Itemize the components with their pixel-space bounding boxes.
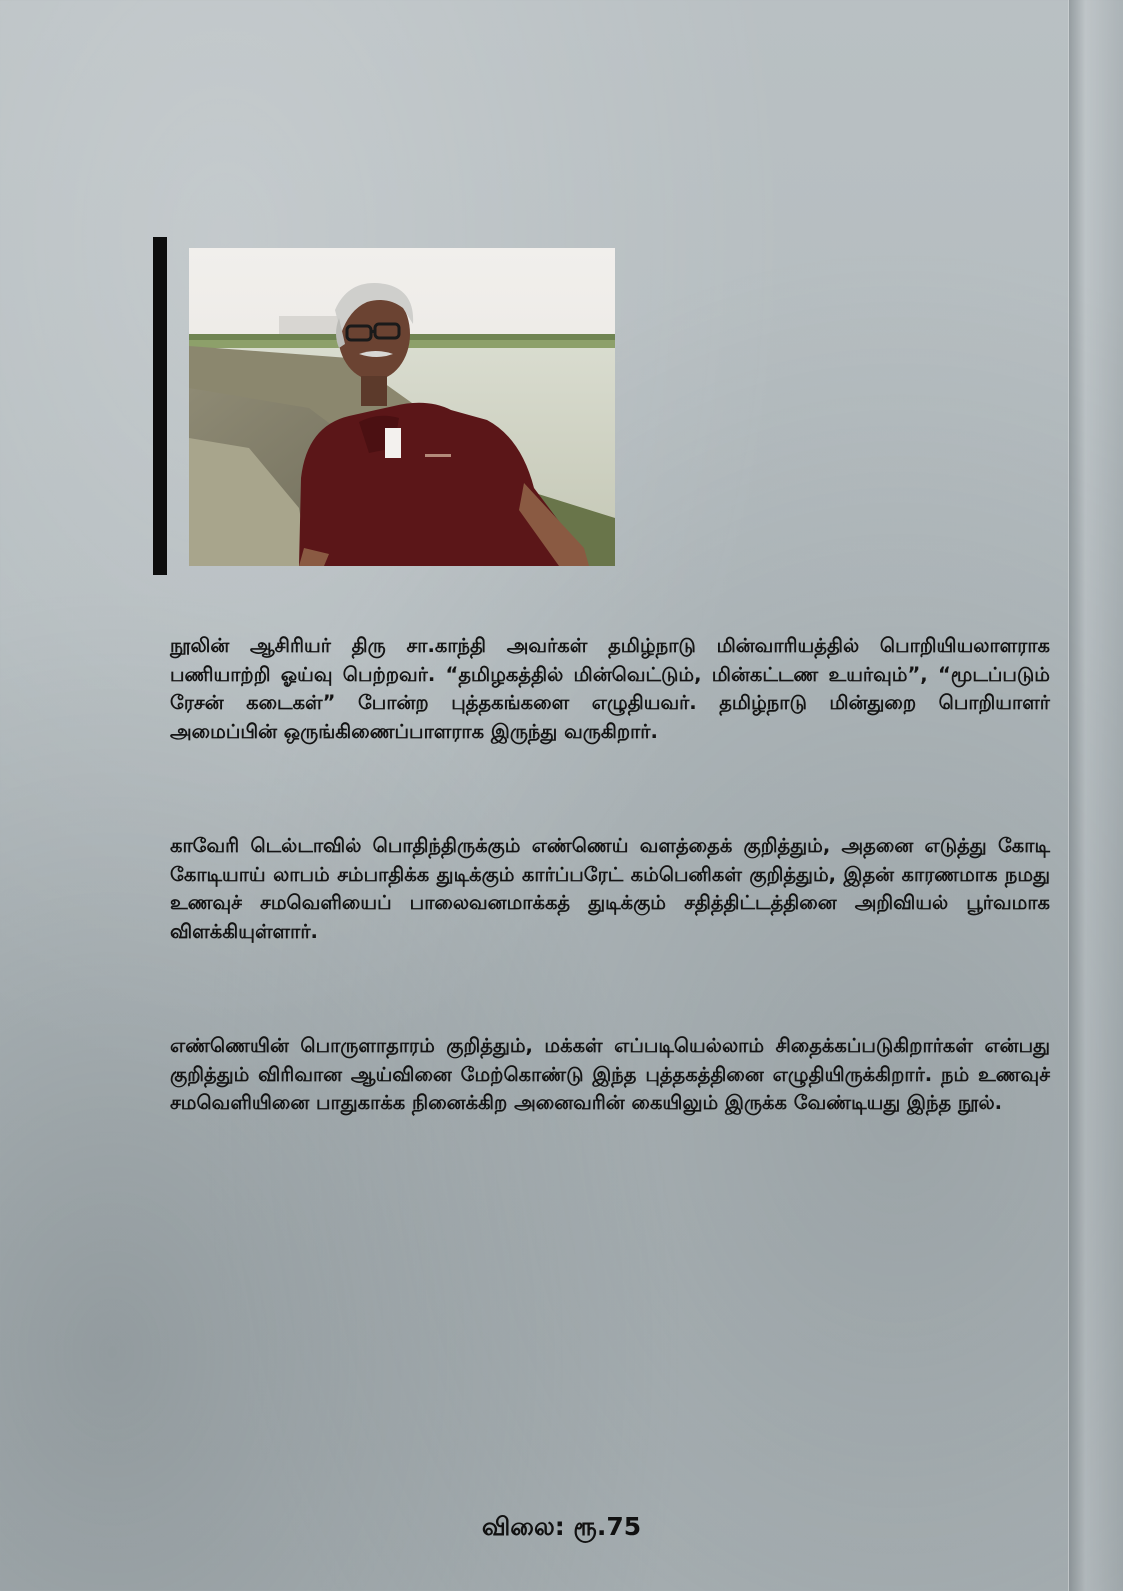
price-text: விலை: ரூ.75	[481, 1512, 642, 1541]
spine-fold	[1068, 0, 1123, 1591]
book-summary-paragraph-1: காவேரி டெல்டாவில் பொதிந்திருக்கும் எண்ணெய் வளத்தைக் குறித்தும், அதனை எடுத்து கோடி கோடியாய் லாபம் சம்பாதிக்க துடிக்கும் கார்ப்பரேட் கம்பெனிகள் குறித்தும், இதன் காரணமாக நமது உணவுச் சமவெளியைப் பாலைவனமாக்கத் துடிக்கும் சதித்திட்டத்தினை அறிவியல் பூர்வமாக விளக்கியுள்ளார்.	[170, 834, 1050, 943]
author-photo	[189, 248, 615, 566]
price-label	[0, 1512, 1123, 1545]
accent-bar	[153, 237, 167, 575]
author-bio-paragraph: நூலின் ஆசிரியர் திரு சா.காந்தி அவர்கள் தமிழ்நாடு மின்வாரியத்தில் பொறியியலாளராக பணியாற்றி ஓய்வு பெற்றவர். “தமிழகத்தில் மின்வெட்டும், மின்கட்டண உயர்வும்”, “மூடப்படும் ரேசன் கடைகள்” போன்ற புத்தகங்களை எழுதியவர். தமிழ்நாடு மின்துறை பொறியாளர் அமைப்பின் ஒருங்கிணைப்பாளராக இருந்து வருகிறார்.	[170, 634, 1050, 743]
book-summary-paragraph-2: எண்ணெயின் பொருளாதாரம் குறித்தும், மக்கள் எப்படியெல்லாம் சிதைக்கப்படுகிறார்கள் என்பது குறித்தும் விரிவான ஆய்வினை மேற்கொண்டு இந்த புத்தகத்தினை எழுதியிருக்கிறார். நம் உணவுச் சமவெளியினை பாதுகாக்க நினைக்கிற அனைவரின் கையிலும் இருக்க வேண்டியது இந்த நூல்.	[170, 1034, 1050, 1114]
